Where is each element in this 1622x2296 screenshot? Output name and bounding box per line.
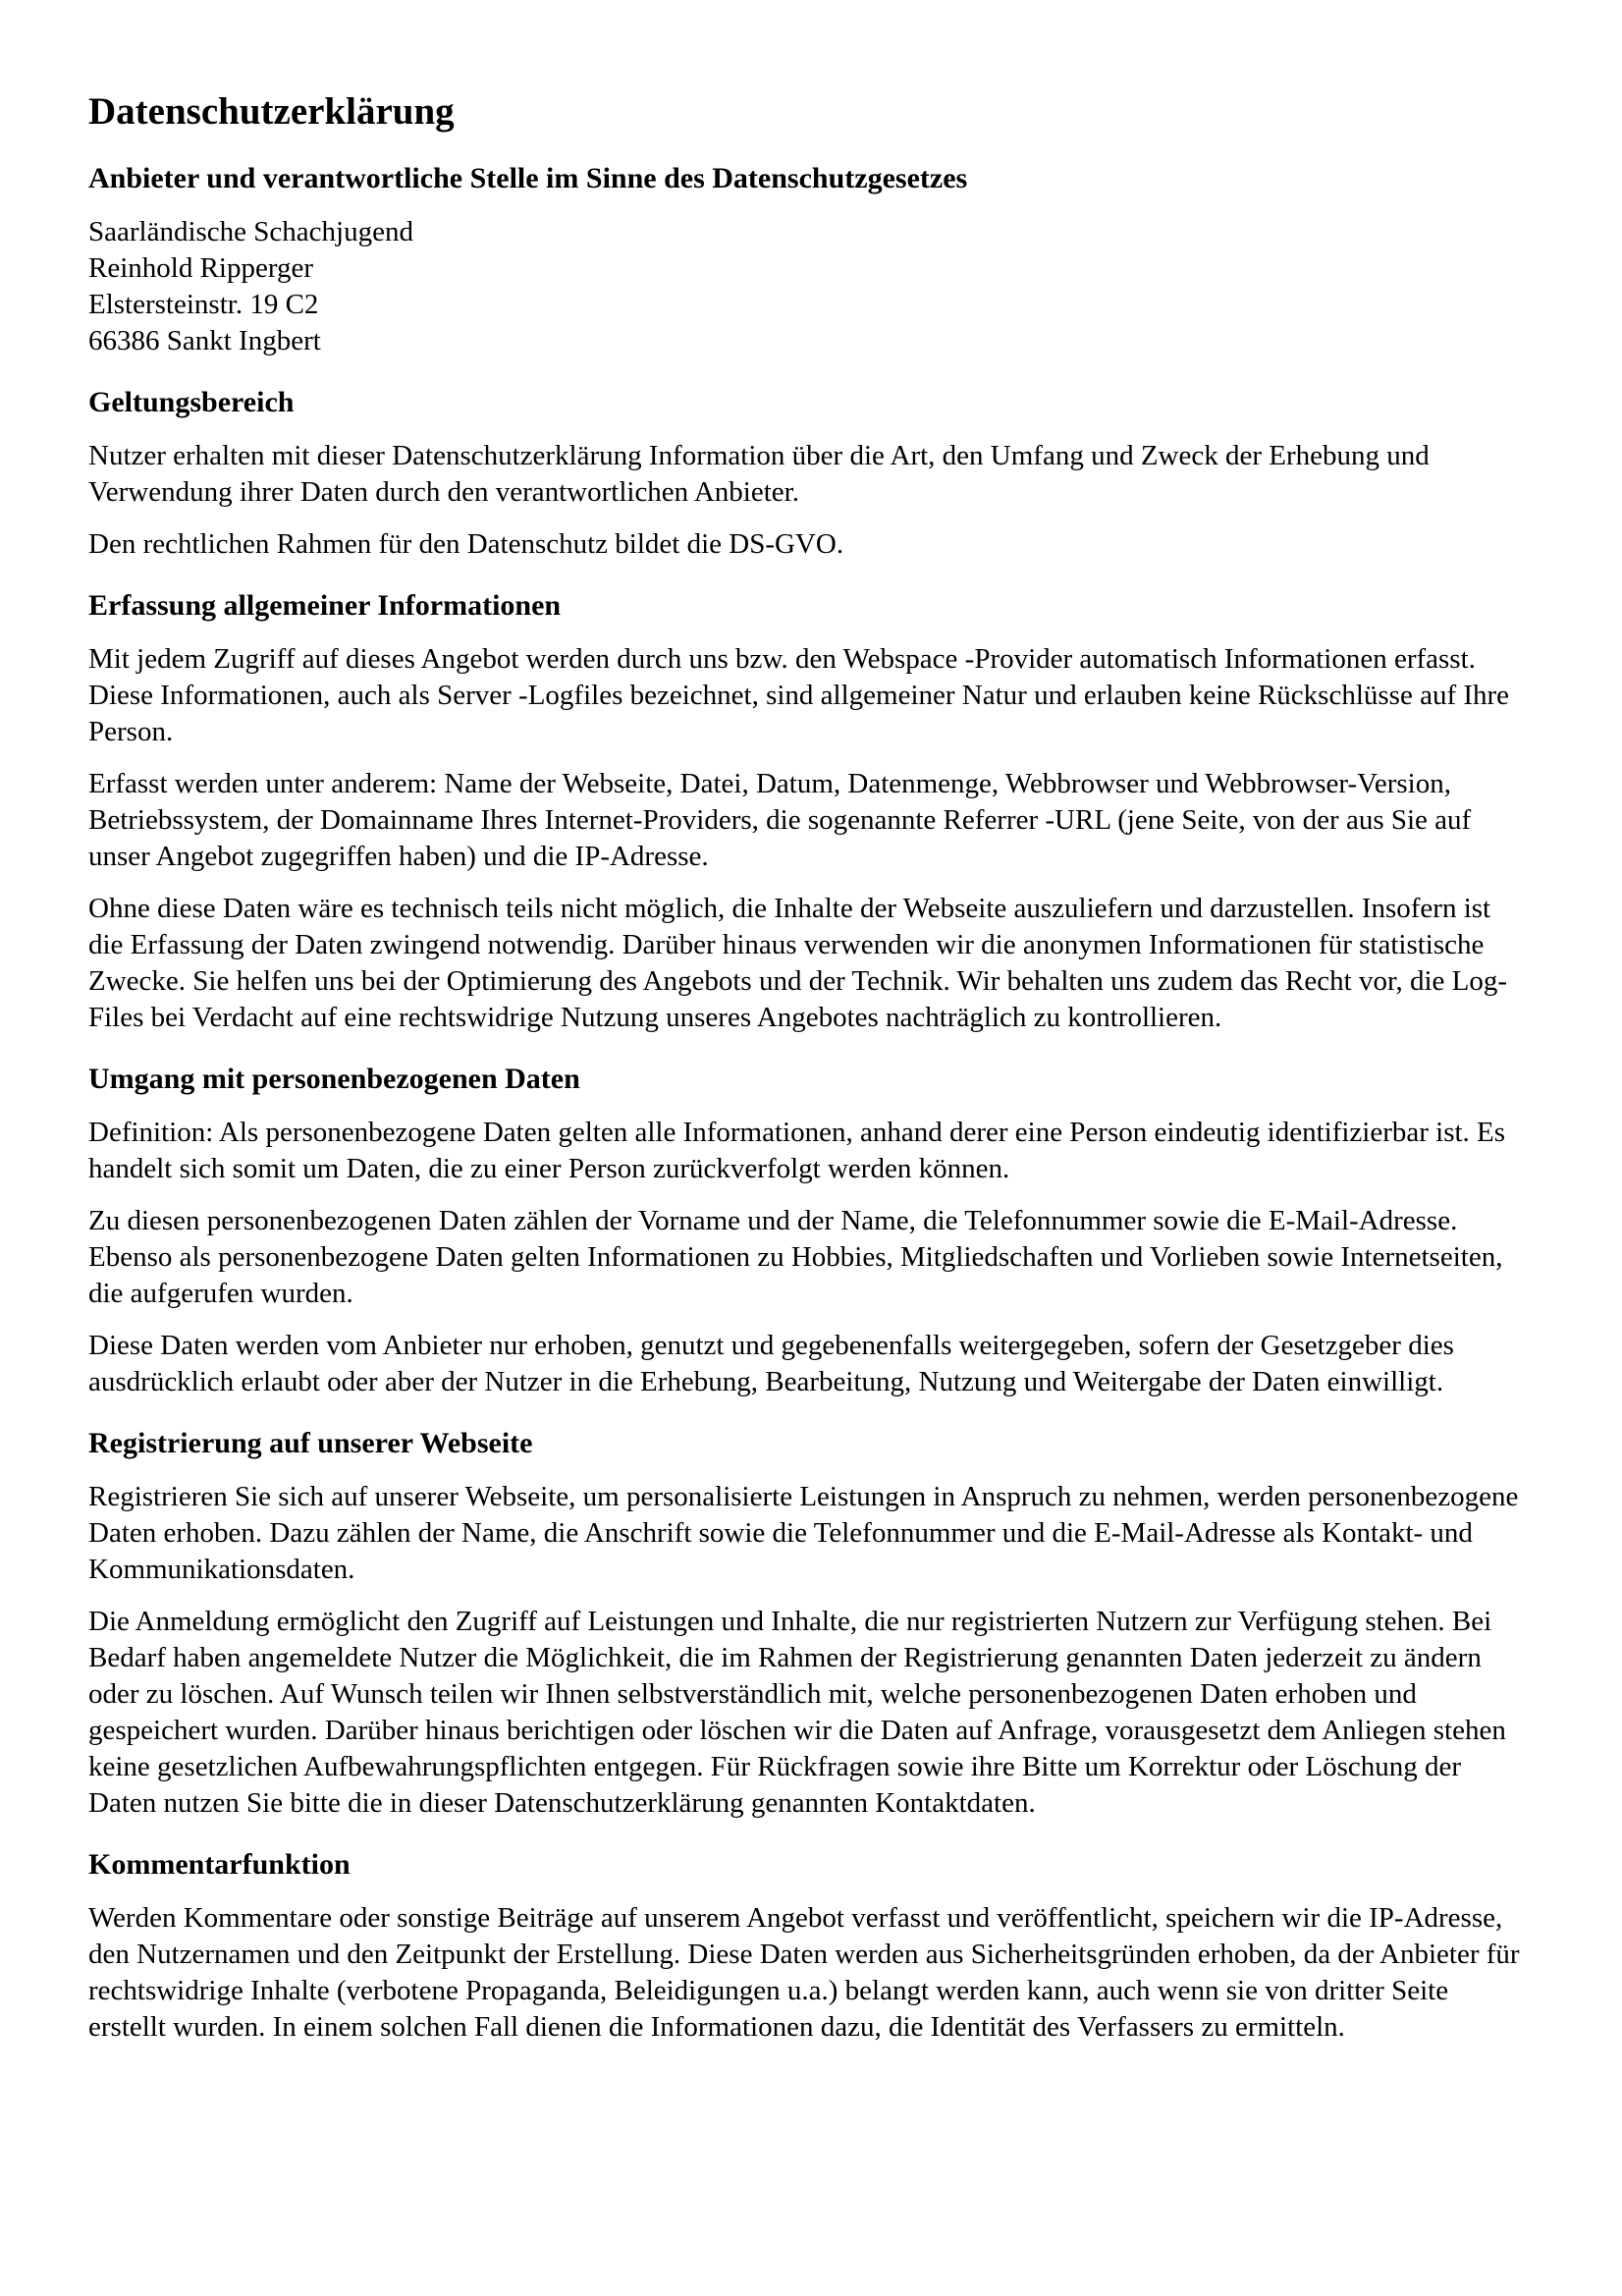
section-heading: Kommentarfunktion — [88, 1848, 351, 1881]
document-section — [88, 1060, 1524, 1400]
section-heading: Anbieter und verantwortliche Stelle im Sinne des Datenschutzgesetzes — [88, 162, 968, 194]
paragraph: Saarländische Schachjugend Reinhold Ripperger Elstersteinstr. 19 C2 66386 Sankt Ingbert — [88, 216, 413, 356]
paragraph: Registrieren Sie sich auf unserer Webseite, um personalisierte Leistungen in Anspruch zu nehmen, werden personenbezogene Daten erhoben. Dazu zählen der Name, die Anschrift sowie die Telefonnummer und die E-Mail-Adresse als Kontakt- und Kommunikationsdaten. — [88, 1481, 1519, 1585]
paragraph: Nutzer erhalten mit dieser Datenschutzerklärung Information über die Art, den Umfang und Zweck der Erhebung und Verwendung ihrer Daten durch den verantwortlichen Anbieter. — [88, 440, 1430, 508]
document-section — [88, 159, 1524, 359]
document-section — [88, 383, 1524, 563]
section-heading: Erfassung allgemeiner Informationen — [88, 589, 562, 622]
paragraph: Werden Kommentare oder sonstige Beiträge auf unserem Angebot verfasst und veröffentlicht, speichern wir die IP-Adresse, den Nutzernamen und den Zeitpunkt der Erstellung. Diese Daten werden aus Sicherheitsgründen erhoben, da der Anbieter für rechtswidrige Inhalte (verbotene Propaganda, Beleidigungen u.a.) belangt werden kann, auch wenn sie von dritter Seite erstellt wurden. In einem solchen Fall dienen die Informationen dazu, die Identität des Verfassers zu ermitteln. — [88, 1902, 1520, 2043]
paragraph: Diese Daten werden vom Anbieter nur erhoben, genutzt und gegebenenfalls weitergegeben, sofern der Gesetzgeber dies ausdrücklich erlaubt oder aber der Nutzer in die Erhebung, Bearbeitung, Nutzung und Weitergabe der Daten einwilligt. — [88, 1330, 1454, 1397]
paragraph: Erfasst werden unter anderem: Name der Webseite, Datei, Datum, Datenmenge, Webbrowser und Webbrowser-Version, Betriebssystem, der Domainname Ihres Internet-Providers, die sogenannte Referrer -URL (jene Seite, von der aus Sie auf unser Angebot zugegriffen haben) und die IP-Adresse. — [88, 768, 1472, 872]
paragraph: Ohne diese Daten wäre es technisch teils nicht möglich, die Inhalte der Webseite auszuliefern und darzustellen. Insofern ist die Erfassung der Daten zwingend notwendig. Darüber hinaus verwenden wir die anonymen Informationen für statistische Zwecke. Sie helfen uns bei der Optimierung des Angebots und der Technik. Wir behalten uns zudem das Recht vor, die Log-Files bei Verdacht auf eine rechtswidrige Nutzung unseres Angebotes nachträglich zu kontrollieren. — [88, 893, 1508, 1033]
section-heading: Geltungsbereich — [88, 386, 295, 418]
paragraph: Mit jedem Zugriff auf dieses Angebot werden durch uns bzw. den Webspace -Provider automatisch Informationen erfasst. Diese Informationen, auch als Server -Logfiles bezeichnet, sind allgemeiner Natur und erlauben keine Rückschlüsse auf Ihre Person. — [88, 643, 1510, 747]
section-heading: Umgang mit personenbezogenen Daten — [88, 1063, 580, 1095]
document-section — [88, 1424, 1524, 1822]
section-heading: Registrierung auf unserer Webseite — [88, 1427, 533, 1459]
paragraph: Die Anmeldung ermöglicht den Zugriff auf Leistungen und Inhalte, die nur registrierten Nutzern zur Verfügung stehen. Bei Bedarf haben angemeldete Nutzer die Möglichkeit, die im Rahmen der Registrierung genannten Daten jederzeit zu ändern oder zu löschen. Auf Wunsch teilen wir Ihnen selbstverständlich mit, welche personenbezogenen Daten erhoben und gespeichert wurden. Darüber hinaus berichtigen oder löschen wir die Daten auf Anfrage, vorausgesetzt dem Anliegen stehen keine gesetzlichen Aufbewahrungspflichten entgegen. Für Rückfragen sowie ihre Bitte um Korrektur oder Löschung der Daten nutzen Sie bitte die in dieser Datenschutzerklärung genannten Kontaktdaten. — [88, 1606, 1506, 1819]
document-section — [88, 1845, 1524, 2046]
document-content — [88, 88, 1524, 2046]
paragraph: Zu diesen personenbezogenen Daten zählen der Vorname und der Name, die Telefonnummer sowie die E-Mail-Adresse. Ebenso als personenbezogene Daten gelten Informationen zu Hobbies, Mitgliedschaften und Vorlieben sowie Internetseiten, die aufgerufen wurden. — [88, 1205, 1503, 1309]
document-section — [88, 586, 1524, 1036]
paragraph: Den rechtlichen Rahmen für den Datenschutz bildet die DS-GVO. — [88, 528, 844, 560]
paragraph: Definition: Als personenbezogene Daten gelten alle Informationen, anhand derer eine Person eindeutig identifizierbar ist. Es handelt sich somit um Daten, die zu einer Person zurückverfolgt werden können. — [88, 1117, 1506, 1184]
document-body — [88, 159, 1524, 2046]
page-title: Datenschutzerklärung — [88, 90, 455, 133]
